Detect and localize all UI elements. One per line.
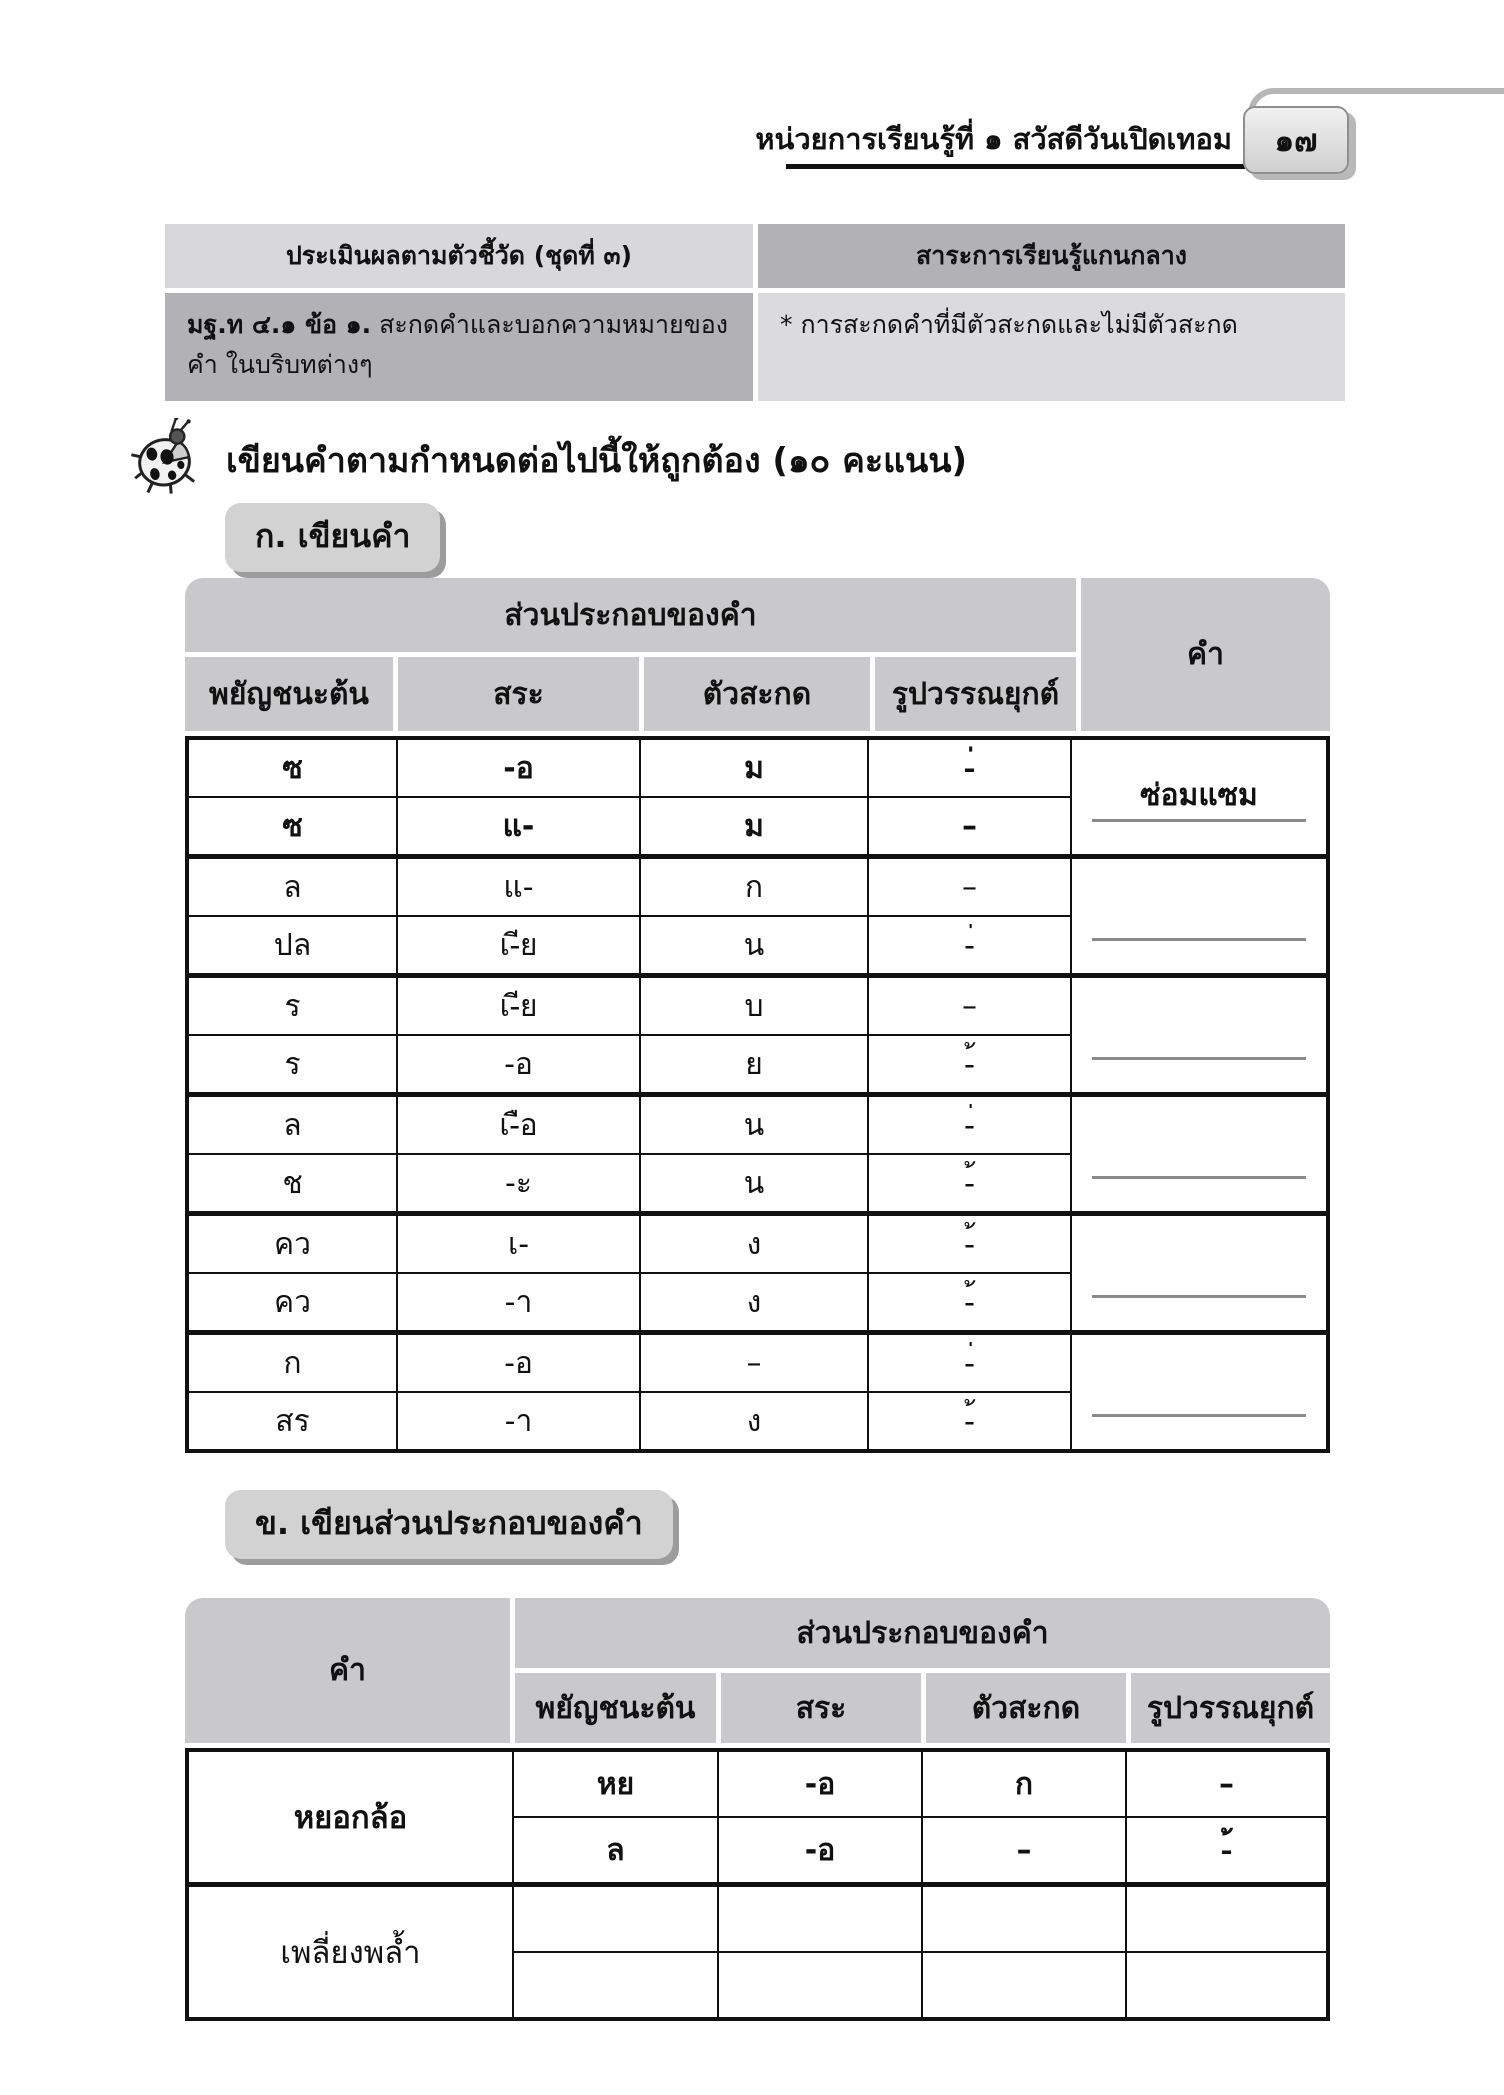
cell-initial-consonant: ล bbox=[513, 1817, 718, 1885]
cell-final-consonant: ก bbox=[922, 1750, 1126, 1817]
cell-tone-mark: -่ bbox=[868, 916, 1071, 976]
cell-vowel: แ- bbox=[397, 857, 640, 917]
cell-final-consonant: – bbox=[922, 1817, 1126, 1885]
table-a-header bbox=[185, 578, 1330, 731]
cell-vowel: -า bbox=[397, 1273, 640, 1333]
cell-final-consonant: ย bbox=[640, 1035, 868, 1095]
cell-initial-consonant[interactable] bbox=[513, 1885, 718, 1953]
cell-vowel: -อ bbox=[397, 738, 640, 797]
cell-final-consonant: น bbox=[640, 1095, 868, 1155]
cell-tone-mark: -้ bbox=[868, 1035, 1071, 1095]
page-number: ๑๗ bbox=[1274, 123, 1318, 159]
cell-initial-consonant: ซ bbox=[187, 797, 397, 857]
cell-word-answer[interactable] bbox=[1071, 976, 1328, 1095]
table-a-components-header: ส่วนประกอบของคำ bbox=[185, 578, 1076, 652]
table-b-column-header: สระ bbox=[721, 1673, 921, 1743]
cell-final-consonant: ง bbox=[640, 1392, 868, 1451]
cell-word-answer bbox=[1071, 738, 1328, 857]
table-a bbox=[185, 578, 1330, 1453]
cell-vowel: -อ bbox=[397, 1333, 640, 1393]
instruction-row bbox=[130, 418, 967, 502]
cell-tone-mark: -้ bbox=[868, 1214, 1071, 1274]
cell-initial-consonant: สร bbox=[187, 1392, 397, 1451]
table-a-word-header: คำ bbox=[1081, 578, 1330, 731]
cell-initial-consonant: คว bbox=[187, 1273, 397, 1333]
cell-vowel: เ- bbox=[397, 1214, 640, 1274]
cell-initial-consonant: ช bbox=[187, 1154, 397, 1214]
word-answer-blank[interactable] bbox=[1092, 1368, 1305, 1417]
cell-initial-consonant: ก bbox=[187, 1333, 397, 1393]
cell-final-consonant: ง bbox=[640, 1214, 868, 1274]
table-b-column-header: รูปวรรณยุกต์ bbox=[1131, 1673, 1330, 1743]
cell-tone-mark: -้ bbox=[868, 1154, 1071, 1214]
word-answer-blank[interactable] bbox=[1092, 1249, 1305, 1298]
cell-tone-mark: – bbox=[868, 797, 1071, 857]
cell-word-answer[interactable] bbox=[1071, 1333, 1328, 1452]
cell-final-consonant: ก bbox=[640, 857, 868, 917]
cell-vowel: เ-ีย bbox=[397, 976, 640, 1036]
unit-title: หน่วยการเรียนรู้ที่ ๑ สวัสดีวันเปิดเทอม bbox=[755, 122, 1232, 156]
cell-tone-mark: – bbox=[868, 976, 1071, 1036]
cell-vowel: -อ bbox=[718, 1817, 922, 1885]
table-a-row bbox=[187, 1214, 1328, 1274]
cell-initial-consonant: ร bbox=[187, 976, 397, 1036]
cell-initial-consonant: ล bbox=[187, 1095, 397, 1155]
table-a-row bbox=[187, 976, 1328, 1036]
cell-vowel: เ-ีย bbox=[397, 916, 640, 976]
title-underline bbox=[786, 164, 1246, 169]
cell-initial-consonant[interactable] bbox=[513, 1952, 718, 2019]
ladybug-icon bbox=[130, 418, 206, 502]
cell-tone-mark[interactable] bbox=[1126, 1885, 1328, 1953]
cell-tone-mark: -่ bbox=[868, 1333, 1071, 1393]
table-b-row bbox=[187, 1750, 1328, 1817]
table-b-column-header: ตัวสะกด bbox=[926, 1673, 1126, 1743]
cell-final-consonant: – bbox=[640, 1333, 868, 1393]
cell-word: เพลี่ยงพล้ำ bbox=[187, 1885, 513, 2020]
table-a-row bbox=[187, 738, 1328, 797]
table-a-column-header: ตัวสะกด bbox=[644, 657, 870, 731]
page-number-badge bbox=[1243, 106, 1349, 174]
cell-vowel: -ะ bbox=[397, 1154, 640, 1214]
cell-tone-mark: -่ bbox=[868, 1095, 1071, 1155]
cell-final-consonant: น bbox=[640, 916, 868, 976]
cell-final-consonant: ม bbox=[640, 738, 868, 797]
cell-vowel: -อ bbox=[718, 1750, 922, 1817]
cell-tone-mark: -้ bbox=[868, 1392, 1071, 1451]
page-header bbox=[0, 100, 1504, 190]
word-answer-blank[interactable] bbox=[1092, 1011, 1305, 1060]
assessment-left-header: ประเมินผลตามตัวชี้วัด (ชุดที่ ๓) bbox=[165, 224, 753, 288]
table-a-column-header: สระ bbox=[398, 657, 639, 731]
word-answer-filled: ซ่อมแซม bbox=[1092, 773, 1305, 822]
cell-final-consonant: ง bbox=[640, 1273, 868, 1333]
cell-final-consonant: บ bbox=[640, 976, 868, 1036]
cell-tone-mark: -้ bbox=[868, 1273, 1071, 1333]
cell-word-answer[interactable] bbox=[1071, 1095, 1328, 1214]
table-a-body bbox=[185, 736, 1330, 1453]
cell-vowel[interactable] bbox=[718, 1885, 922, 1953]
cell-tone-mark: -้ bbox=[1126, 1817, 1328, 1885]
cell-vowel: เ-ือ bbox=[397, 1095, 640, 1155]
cell-final-consonant: ม bbox=[640, 797, 868, 857]
cell-final-consonant: น bbox=[640, 1154, 868, 1214]
section-b-badge: ข. เขียนส่วนประกอบของคำ bbox=[225, 1490, 673, 1559]
cell-word-answer[interactable] bbox=[1071, 1214, 1328, 1333]
table-b-word-header: คำ bbox=[185, 1598, 510, 1743]
table-a-row bbox=[187, 1333, 1328, 1393]
table-b-column-header: พยัญชนะต้น bbox=[515, 1673, 716, 1743]
cell-word-answer[interactable] bbox=[1071, 857, 1328, 976]
cell-initial-consonant: คว bbox=[187, 1214, 397, 1274]
table-b-header bbox=[185, 1598, 1330, 1743]
cell-initial-consonant: ล bbox=[187, 857, 397, 917]
cell-vowel: -อ bbox=[397, 1035, 640, 1095]
cell-final-consonant[interactable] bbox=[922, 1952, 1126, 2019]
cell-tone-mark: – bbox=[1126, 1750, 1328, 1817]
cell-vowel[interactable] bbox=[718, 1952, 922, 2019]
cell-initial-consonant: ปล bbox=[187, 916, 397, 976]
indicator-text: สะกดคำและบอกความหมายของคำ ในบริบทต่างๆ bbox=[187, 310, 729, 379]
table-a-column-header: รูปวรรณยุกต์ bbox=[875, 657, 1076, 731]
assessment-table bbox=[165, 224, 1345, 401]
assessment-right-header: สาระการเรียนรู้แกนกลาง bbox=[758, 224, 1345, 288]
word-answer-blank[interactable] bbox=[1092, 1130, 1305, 1179]
cell-initial-consonant: ซ bbox=[187, 738, 397, 797]
table-a-row bbox=[187, 1095, 1328, 1155]
assessment-indicator-cell bbox=[165, 293, 753, 401]
table-a-row bbox=[187, 857, 1328, 917]
cell-tone-mark: – bbox=[868, 857, 1071, 917]
table-b bbox=[185, 1598, 1330, 2021]
instruction-text: เขียนคำตามกำหนดต่อไปนี้ให้ถูกต้อง (๑๐ คะแนน) bbox=[226, 441, 968, 481]
cell-vowel: -า bbox=[397, 1392, 640, 1451]
table-b-row bbox=[187, 1885, 1328, 1953]
section-a-badge: ก. เขียนคำ bbox=[225, 503, 440, 572]
cell-final-consonant[interactable] bbox=[922, 1885, 1126, 1953]
cell-initial-consonant: ร bbox=[187, 1035, 397, 1095]
table-b-components-header: ส่วนประกอบของคำ bbox=[515, 1598, 1330, 1668]
table-a-column-header: พยัญชนะต้น bbox=[185, 657, 393, 731]
indicator-label: มฐ.ท ๔.๑ ข้อ ๑. bbox=[187, 310, 372, 339]
cell-initial-consonant: หย bbox=[513, 1750, 718, 1817]
table-b-body bbox=[185, 1748, 1330, 2021]
cell-tone-mark: -่ bbox=[868, 738, 1071, 797]
cell-vowel: แ- bbox=[397, 797, 640, 857]
cell-tone-mark[interactable] bbox=[1126, 1952, 1328, 2019]
cell-word: หยอกล้อ bbox=[187, 1750, 513, 1885]
word-answer-blank[interactable] bbox=[1092, 892, 1305, 941]
assessment-core-content-cell: * การสะกดคำที่มีตัวสะกดและไม่มีตัวสะกด bbox=[758, 293, 1345, 401]
